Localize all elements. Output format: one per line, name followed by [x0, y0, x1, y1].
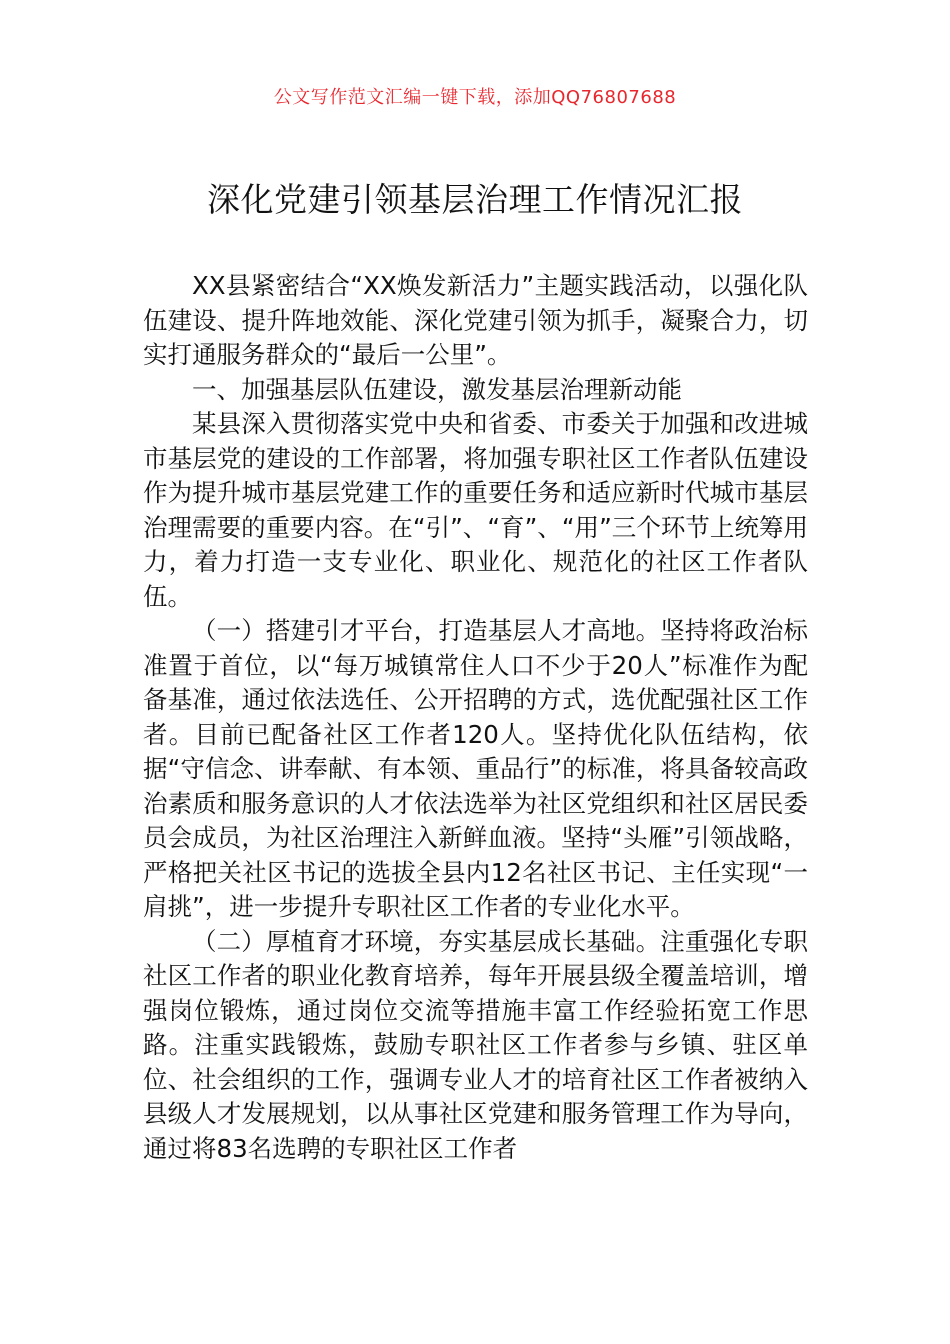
- header-banner: 公文写作范文汇编一键下载，添加QQ76807688: [273, 87, 677, 108]
- body-paragraph: 某县深入贯彻落实党中央和省委、市委关于加强和改进城市基层党的建设的工作部署，将加强专职社区工作者队伍建设作为提升城市基层党建工作的重要任务和适应新时代城市基层治理需要的重要内容。在“引”、“育”、“用”三个环节上统筹用力，着力打造一支专业化、职业化、规范化的社区工作者队伍。: [143, 409, 808, 611]
- document-body: [143, 269, 808, 1166]
- body-paragraph: （二）厚植育才环境，夯实基层成长基础。注重强化专职社区工作者的职业化教育培养，每年开展县级全覆盖培训，增强岗位锻炼，通过岗位交流等措施丰富工作经验拓宽工作思路。注重实践锻炼，鼓励专职社区工作者参与乡镇、驻区单位、社会组织的工作，强调专业人才的培育社区工作者被纳入县级人才发展规划，以从事社区党建和服务管理工作为导向，通过将83名选聘的专职社区工作者: [143, 926, 808, 1163]
- intro-paragraph: XX县紧密结合“XX焕发新活力”主题实践活动，以强化队伍建设、提升阵地效能、深化党建引领为抓手，凝聚合力，切实打通服务群众的“最后一公里”。: [143, 271, 808, 369]
- document-title: 深化党建引领基层治理工作情况汇报: [207, 180, 743, 219]
- section-heading: 一、加强基层队伍建设，激发基层治理新动能: [192, 374, 682, 404]
- body-paragraph: （一）搭建引才平台，打造基层人才高地。坚持将政治标准置于首位，以“每万城镇常住人口不少于20人”标准作为配备基准，通过依法选任、公开招聘的方式，选优配强社区工作者。目前已配备社区工作者120人。坚持优化队伍结构，依据“守信念、讲奉献、有本领、重品行”的标准，将具备较高政治素质和服务意识的人才依法选举为社区党组织和社区居民委员会成员，为社区治理注入新鲜血液。坚持“头雁”引领战略，严格把关社区书记的选拔全县内12名社区书记、主任实现“一肩挑”，进一步提升专职社区工作者的专业化水平。: [143, 616, 808, 921]
